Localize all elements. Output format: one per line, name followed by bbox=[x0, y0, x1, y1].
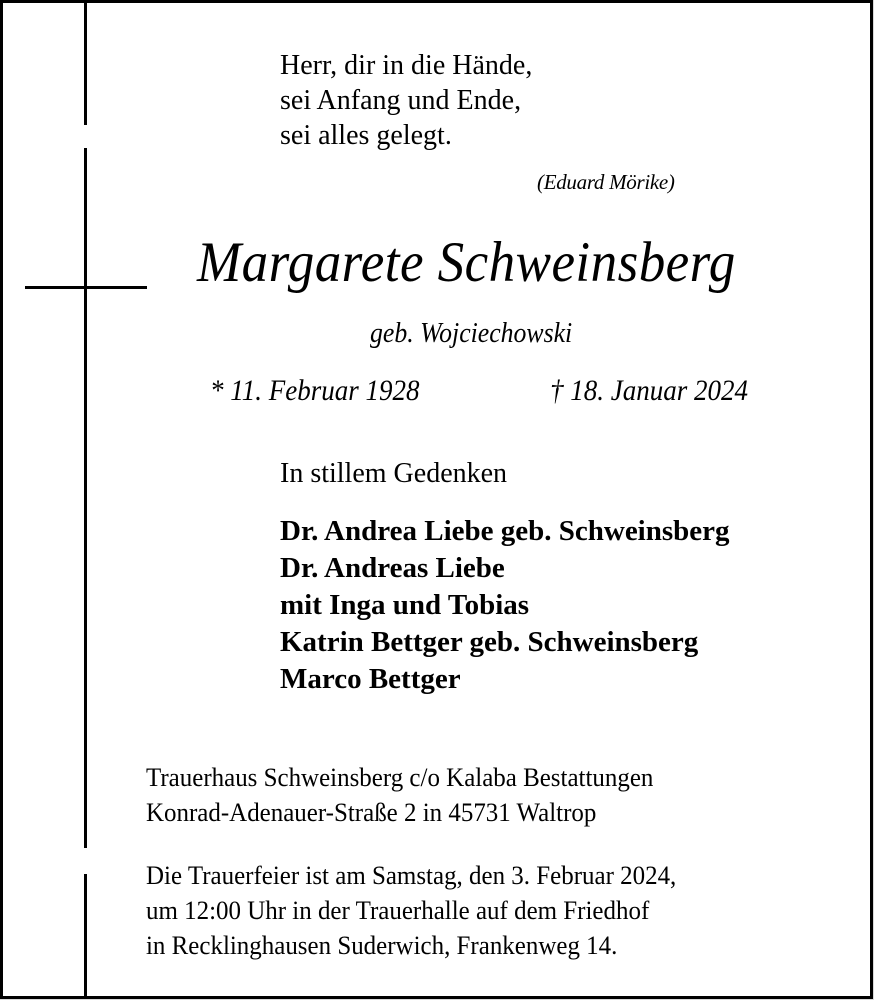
service-line: um 12:00 Uhr in der Trauerhalle auf dem Friedhof bbox=[146, 896, 650, 925]
mourner-name: Dr. Andrea Liebe geb. Schweinsberg bbox=[280, 515, 730, 547]
birth-date: * 11. Februar 1928 bbox=[210, 374, 420, 407]
mourner-name: Marco Bettger bbox=[280, 663, 461, 695]
deceased-maiden-name: geb. Wojciechowski bbox=[370, 318, 573, 349]
cross-vertical-segment-middle bbox=[84, 148, 87, 848]
deceased-name: Margarete Schweinsberg bbox=[197, 231, 736, 294]
death-date: † 18. Januar 2024 bbox=[550, 374, 748, 407]
poem-verse bbox=[280, 48, 532, 153]
mourners-list bbox=[280, 513, 730, 698]
poem-line: Herr, dir in die Hände, bbox=[280, 50, 533, 81]
address-line: Trauerhaus Schweinsberg c/o Kalaba Bestattungen bbox=[146, 763, 654, 792]
mourning-heading: In stillem Gedenken bbox=[280, 458, 508, 489]
mourner-name: mit Inga und Tobias bbox=[280, 589, 530, 621]
poem-line: sei alles gelegt. bbox=[280, 120, 452, 151]
address-line: Konrad-Adenauer-Straße 2 in 45731 Waltrop bbox=[146, 798, 597, 827]
poem-author: (Eduard Mörike) bbox=[537, 170, 675, 194]
mourner-name: Katrin Bettger geb. Schweinsberg bbox=[280, 626, 699, 658]
mourning-house-address bbox=[146, 760, 653, 830]
cross-vertical-segment-top bbox=[84, 3, 87, 125]
poem-line: sei Anfang und Ende, bbox=[280, 85, 522, 116]
service-line: Die Trauerfeier ist am Samstag, den 3. Februar 2024, bbox=[146, 861, 677, 890]
funeral-service-info bbox=[146, 858, 676, 963]
cross-vertical-segment-bottom bbox=[84, 874, 87, 996]
service-line: in Recklinghausen Suderwich, Frankenweg 14. bbox=[146, 931, 618, 960]
mourner-name: Dr. Andreas Liebe bbox=[280, 552, 505, 584]
cross-horizontal-bar bbox=[25, 286, 147, 289]
